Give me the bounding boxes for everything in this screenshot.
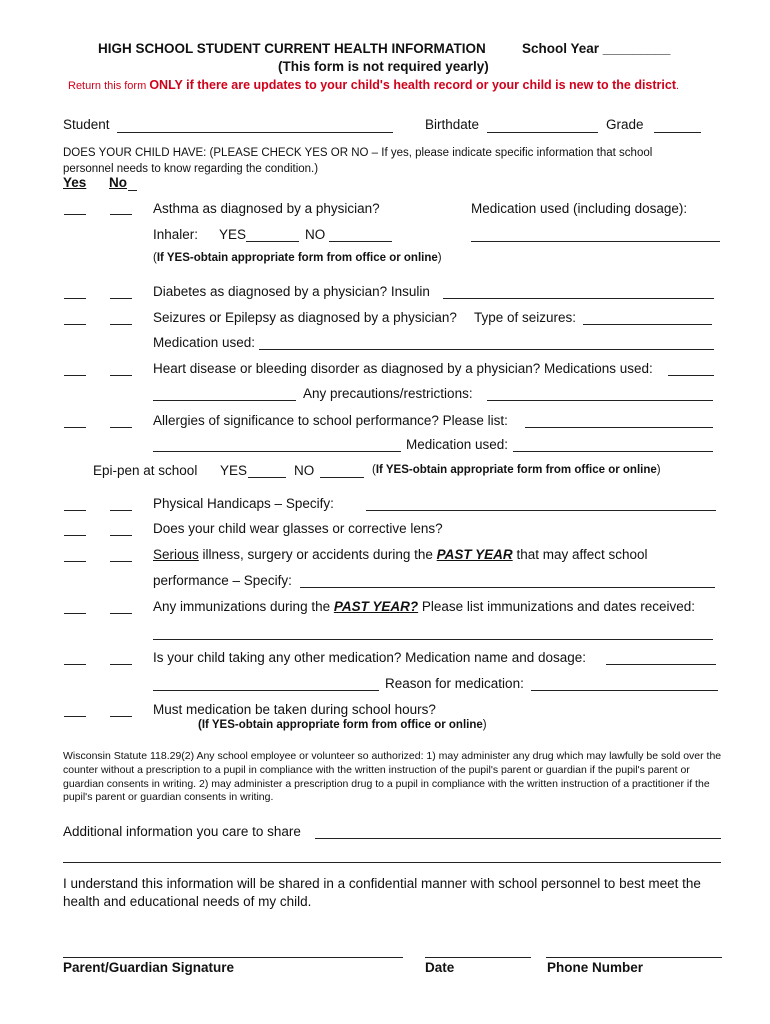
epipen-yes-label: YES [220,463,248,478]
allergies-list-field-cont[interactable] [153,451,401,452]
seizures-question: Seizures or Epilepsy as diagnosed by a physician? [153,310,457,325]
serious-end: that may affect school [512,547,648,562]
school-hours-yes-check[interactable] [64,716,86,717]
school-year-label: School Year _________ [522,41,671,56]
heart-medication-field-cont[interactable] [153,400,296,401]
immun-past-year: PAST YEAR? [333,599,419,614]
immunizations-yes-check[interactable] [64,613,86,614]
inhaler-label: Inhaler: [153,227,199,242]
epipen-no-label: NO [294,463,315,478]
serious-question [153,547,648,562]
epipen-note-close: ) [656,464,661,476]
additional-info-field-cont[interactable] [63,862,721,863]
heart-question: Heart disease or bleeding disorder as diagnosed by a physician? Medications used: [153,361,653,376]
date-field[interactable] [425,957,531,958]
grade-field[interactable] [654,132,701,133]
grade-label: Grade [606,117,644,132]
allergies-yes-check[interactable] [64,427,86,428]
student-field[interactable] [117,132,393,133]
precautions-field[interactable] [487,400,713,401]
allergies-question: Allergies of significance to school performance? Please list: [153,413,508,428]
yes-column-header: Yes [63,175,87,190]
school-hours-note-close: ) [482,719,487,731]
consent-statement: I understand this information will be shared in a confidential manner with school personnel to best meet the health and educational needs of my child. [63,876,701,909]
glasses-no-check[interactable] [110,535,132,536]
school-hours-no-check[interactable] [110,716,132,717]
immunizations-field[interactable] [153,639,713,640]
asthma-no-check[interactable] [110,214,132,215]
birthdate-label: Birthdate [425,117,480,132]
diabetes-yes-check[interactable] [64,298,86,299]
seizures-medication-label: Medication used: [153,335,256,350]
serious-past-year: PAST YEAR [436,547,513,562]
asthma-medication-field[interactable] [471,241,720,242]
form-title: HIGH SCHOOL STUDENT CURRENT HEALTH INFORMATION [98,41,486,56]
epipen-note [372,464,661,476]
precautions-label: Any precautions/restrictions: [303,386,473,401]
diabetes-question: Diabetes as diagnosed by a physician? Insulin [153,284,430,299]
diabetes-no-check[interactable] [110,298,132,299]
reason-field[interactable] [531,690,718,691]
no-column-header: No [109,175,127,190]
additional-info-field[interactable] [315,838,721,839]
return-end: . [676,80,680,92]
heart-yes-check[interactable] [64,375,86,376]
date-label: Date [425,960,455,975]
epipen-yes-field[interactable] [248,477,286,478]
reason-label: Reason for medication: [385,676,524,691]
form-subtitle: (This form is not required yearly) [278,59,489,74]
handicaps-question: Physical Handicaps – Specify: [153,496,334,511]
seizure-types-label: Type of seizures: [474,310,577,325]
inhaler-no-field[interactable] [329,241,392,242]
additional-info-label: Additional information you care to share [63,824,301,839]
seizures-no-check[interactable] [110,324,132,325]
student-label: Student [63,117,110,132]
serious-mid: illness, surgery or accidents during the [198,547,437,562]
immun-end: Please list immunizations and dates received: [418,599,695,614]
serious-yes-check[interactable] [64,561,86,562]
performance-label: performance – Specify: [153,573,292,588]
other-med-no-check[interactable] [110,664,132,665]
other-med-yes-check[interactable] [64,664,86,665]
allergies-no-check[interactable] [110,427,132,428]
other-med-field-cont[interactable] [153,690,379,691]
epipen-no-field[interactable] [320,477,364,478]
asthma-note [153,252,442,264]
allergy-medication-label: Medication used: [406,437,509,452]
asthma-note-text: If YES-obtain appropriate form from office or online [156,252,438,264]
school-hours-note-text: If YES-obtain appropriate form from office or online [201,719,483,731]
phone-label: Phone Number [547,960,644,975]
asthma-yes-check[interactable] [64,214,86,215]
school-hours-note [198,719,487,731]
allergies-list-field[interactable] [525,427,713,428]
seizure-types-field[interactable] [583,324,712,325]
immunizations-question [153,599,695,614]
heart-no-check[interactable] [110,375,132,376]
phone-field[interactable] [546,957,722,958]
signature-field[interactable] [63,957,403,958]
seizures-medication-field[interactable] [259,349,714,350]
performance-field[interactable] [300,587,715,588]
handicaps-field[interactable] [366,510,716,511]
glasses-yes-check[interactable] [64,535,86,536]
other-med-question: Is your child taking any other medication? Medication name and dosage: [153,650,587,665]
insulin-field[interactable] [443,298,714,299]
return-prefix: Return this form [68,80,147,92]
school-hours-question: Must medication be taken during school hours? [153,702,436,717]
school-hours-note-open: ( [198,719,202,731]
inhaler-no-label: NO [305,227,326,242]
asthma-note-close: ) [437,252,442,264]
return-emphasis: ONLY if there are updates to your child's health record or your child is new to the district [149,78,677,92]
glasses-question: Does your child wear glasses or corrective lens? [153,521,443,536]
inhaler-yes-label: YES [219,227,247,242]
inhaler-yes-field[interactable] [246,241,299,242]
epipen-note-open: ( [372,464,376,476]
wisconsin-statute: Wisconsin Statute 118.29(2) Any school employee or volunteer so authorized: 1) may administer any drug which may lawfully be sold over the counter without a prescription to a pupil in compliance with the written instruction of the pupil's parent or guardian if the pupil's parent or guardian consents in writing. 2) may administer a prescription drug to a pupil in compliance with the written instruction of a practitioner if the pupil's parent or guardian consents in writing. [63,750,722,804]
instructions: DOES YOUR CHILD HAVE: (PLEASE CHECK YES OR NO – If yes, please indicate specific information that school personnel needs to know regarding the condition.) [63,147,653,175]
signature-label: Parent/Guardian Signature [63,960,235,975]
asthma-question: Asthma as diagnosed by a physician? [153,201,380,216]
handicaps-no-check[interactable] [110,510,132,511]
seizures-yes-check[interactable] [64,324,86,325]
other-med-field[interactable] [606,664,716,665]
serious-word: Serious [153,547,199,562]
allergy-medication-field[interactable] [513,451,713,452]
handicaps-yes-check[interactable] [64,510,86,511]
epipen-note-text: If YES-obtain appropriate form from office or online [375,464,657,476]
birthdate-field[interactable] [487,132,598,133]
serious-no-check[interactable] [110,561,132,562]
immunizations-no-check[interactable] [110,613,132,614]
asthma-note-open: ( [153,252,157,264]
asthma-medication-label: Medication used (including dosage): [471,201,688,216]
epipen-label: Epi-pen at school [93,463,198,478]
heart-medication-field[interactable] [668,375,714,376]
no-header-underline-extension [128,190,137,191]
immun-start: Any immunizations during the [153,599,334,614]
return-notice [68,78,679,92]
